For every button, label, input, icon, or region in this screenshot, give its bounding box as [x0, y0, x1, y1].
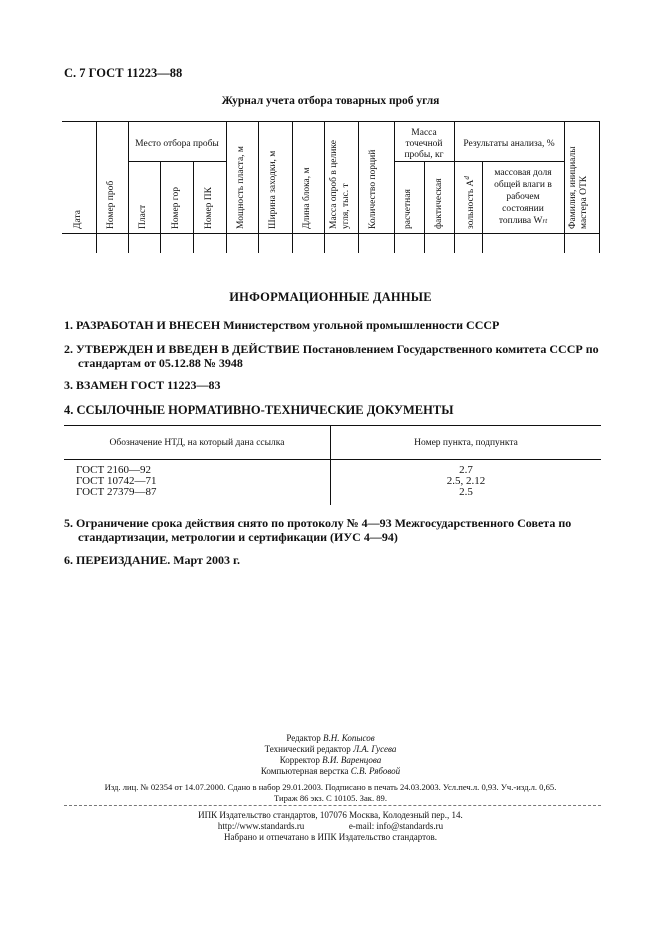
footer-divider: [64, 805, 601, 806]
publisher-contacts: [0, 821, 661, 832]
col-signature-1: Фамилия, инициалы: [568, 146, 578, 229]
page-header: С. 7 ГОСТ 11223—88: [64, 66, 183, 80]
ref-doc-1: ГОСТ 2160—92: [76, 464, 151, 476]
publication-line-2: Тираж 86 экз. С 10105. Зак. 89.: [273, 793, 387, 803]
corrector-line: Корректор В.И. Варенцова: [279, 755, 382, 765]
journal-table: [62, 121, 600, 253]
ref-doc-2: ГОСТ 10742—71: [76, 475, 157, 487]
reference-table: [64, 425, 601, 505]
info-item-4: 4. ССЫЛОЧНЫЕ НОРМАТИВНО-ТЕХНИЧЕСКИЕ ДОКУМЕНТЫ: [64, 403, 454, 417]
col-signature-2: мастера ОТК: [579, 175, 589, 229]
col-seam: Пласт: [138, 204, 148, 229]
col-portions: Количество порций: [368, 149, 378, 229]
col-calculated: расчетная: [403, 189, 413, 229]
info-item-5: 5. Ограничение срока действия снято по протоколу № 4—93 Межгосударственного Совета по стандартизации, метрологии и сертификации (ИУС 4—94): [64, 516, 572, 544]
ref-doc-3: ГОСТ 27379—87: [76, 486, 157, 498]
col-place-group: Место отбора пробы: [135, 139, 219, 149]
info-item-6: 6. ПЕРЕИЗДАНИЕ. Март 2003 г.: [64, 553, 241, 567]
tech-editor-line: Технический редактор Л.А. Гусева: [264, 744, 397, 754]
layout-line: Компьютерная верстка С.В. Рябовой: [260, 766, 401, 776]
col-mass-coal-1: Масса опроб в целике: [329, 140, 339, 229]
ref-item-3: 2.5: [459, 486, 473, 498]
col-ash: зольность $A^d$: [463, 176, 477, 229]
publication-line-1: Изд. лиц. № 02354 от 14.07.2000. Сдано в набор 29.01.2003. Подписано в печать 24.03.2003. Усл.печ.л. 0,93. Уч.-изд.л. 0,65.: [104, 782, 557, 792]
col-moisture: массовая доля общей влаги в рабочем состоянии топлива $W^rt$: [494, 168, 552, 226]
ref-item-1: 2.7: [459, 464, 473, 476]
col-date: Дата: [73, 210, 83, 229]
info-item-2: 2. УТВЕРЖДЕН И ВВЕДЕН В ДЕЙСТВИЕ Постановлением Государственного комитета СССР по стандартам от 05.12.88 № 3948: [64, 342, 599, 370]
publisher-line-1: ИПК Издательство стандартов, 107076 Москва, Колодезный пер., 14.: [198, 810, 463, 820]
col-pk-no: Номер ПК: [204, 187, 214, 229]
col-thickness: Мощность пласта, м: [236, 146, 246, 229]
col-mass-coal-2: угля, тыс. т: [341, 183, 351, 229]
col-results-group: Результаты анализа, %: [463, 139, 555, 149]
col-mass-group: Масса точечной пробы, кг: [404, 128, 444, 160]
ref-item-2: 2.5, 2.12: [446, 475, 486, 487]
publisher-url[interactable]: http://www.standards.ru: [217, 821, 305, 831]
journal-title: Журнал учета отбора товарных проб угля: [221, 95, 440, 107]
ref-col-item: Номер пункта, подпункта: [414, 438, 518, 448]
info-title: ИНФОРМАЦИОННЫЕ ДАННЫЕ: [229, 290, 432, 304]
editor-line: Редактор В.Н. Копысов: [286, 733, 375, 743]
col-block-length: Длина блока, м: [302, 167, 312, 229]
col-mine-no: Номер гор: [171, 187, 181, 229]
col-face-width: Ширина заходки, м: [268, 150, 278, 229]
col-actual: фактическая: [434, 178, 444, 229]
info-item-1: 1. РАЗРАБОТАН И ВНЕСЕН Министерством угольной промышленности СССР: [64, 318, 500, 332]
publisher-line-3: Набрано и отпечатано в ИПК Издательство стандартов.: [224, 832, 437, 842]
info-item-3: 3. ВЗАМЕН ГОСТ 11223—83: [64, 378, 221, 392]
publisher-email[interactable]: e-mail: info@standards.ru: [348, 821, 444, 831]
ref-col-doc: Обозначение НТД, на который дана ссылка: [109, 438, 285, 448]
col-sample-no: Номер проб: [106, 180, 116, 229]
